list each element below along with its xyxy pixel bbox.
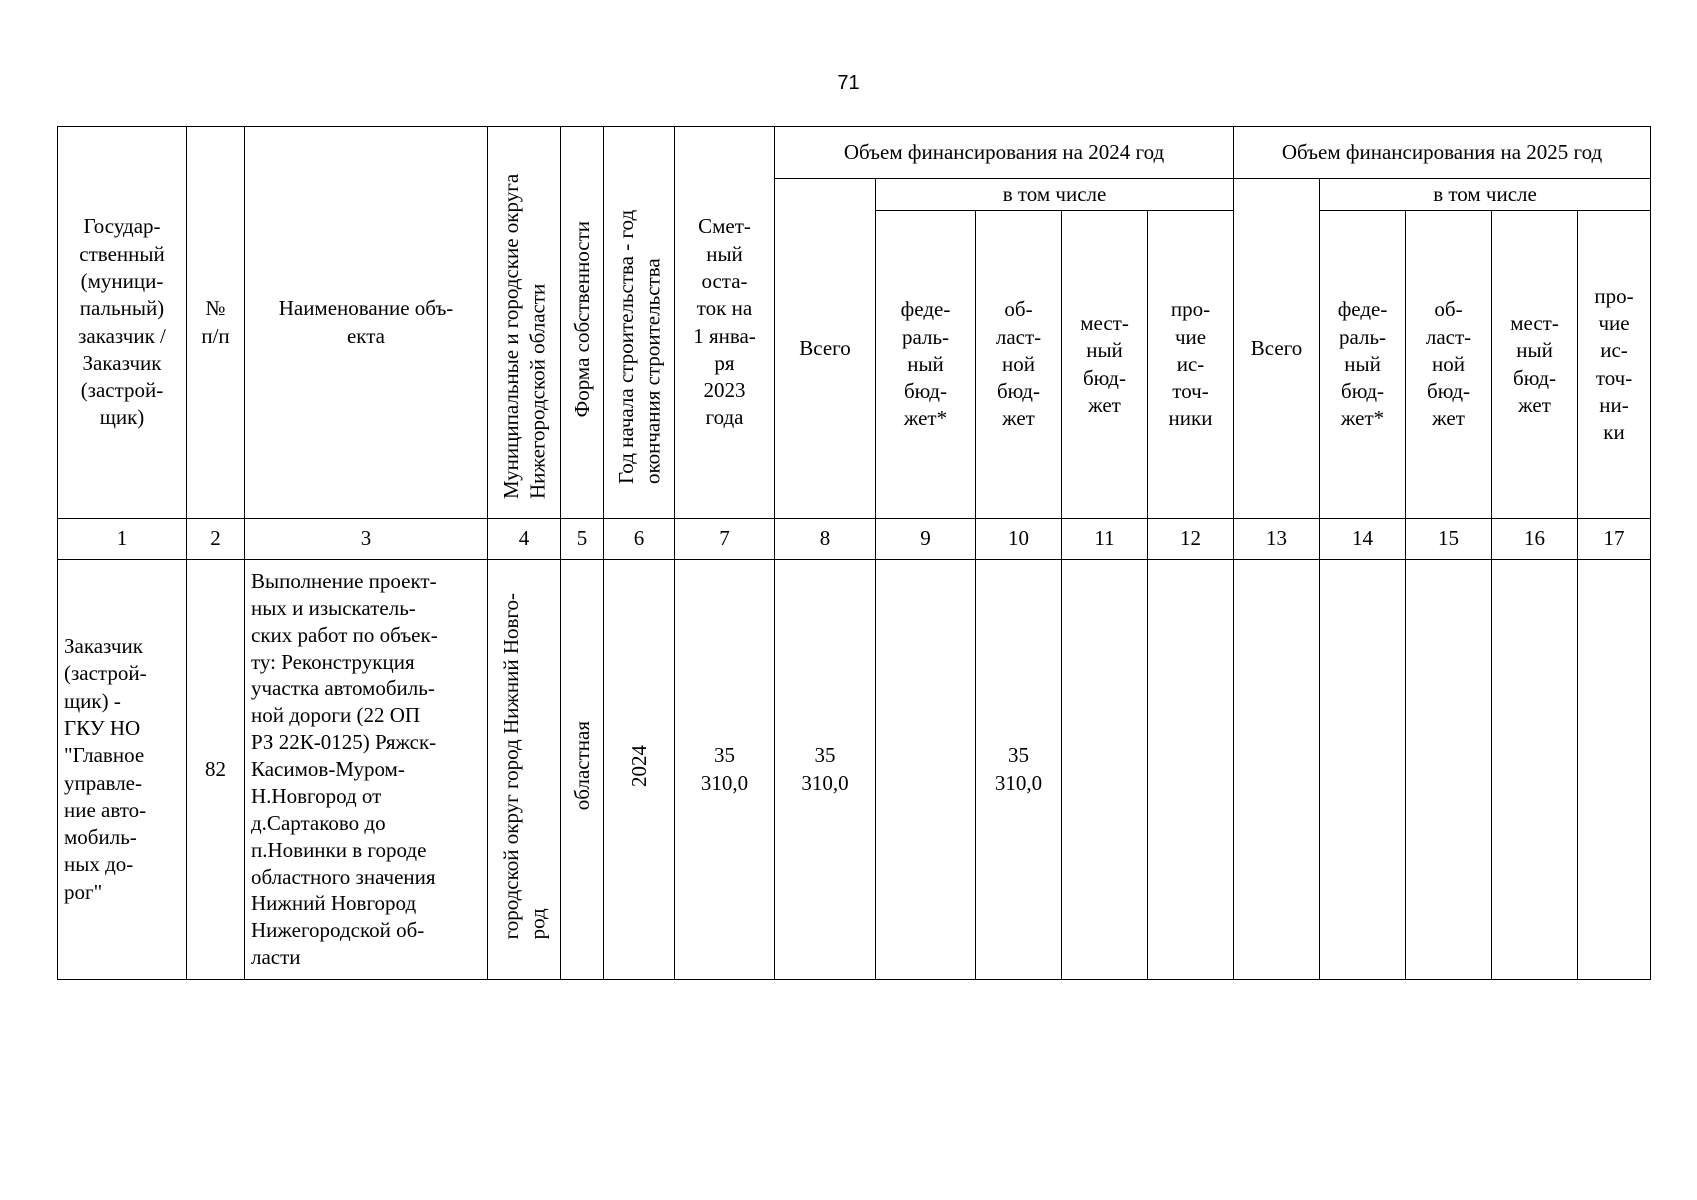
header-number: № п/п [187, 127, 245, 519]
column-number: 13 [1234, 519, 1320, 560]
column-number: 6 [604, 519, 675, 560]
table-row [58, 560, 1651, 980]
cell-regional-2024: 35 310,0 [976, 560, 1062, 980]
column-number: 5 [561, 519, 604, 560]
cell-years-text: 2024 [626, 744, 651, 787]
header-group-2025: Объем финансирования на 2025 год [1234, 127, 1651, 179]
column-number: 14 [1320, 519, 1406, 560]
header-other-2025: про- чие ис- точ- ни- ки [1578, 211, 1651, 519]
cell-total-2024: 35 310,0 [775, 560, 876, 980]
cell-local-2025 [1492, 560, 1578, 980]
column-number: 16 [1492, 519, 1578, 560]
header-regional-2024: об- ласт- ной бюд- жет [976, 211, 1062, 519]
cell-object-name: Выполнение проект- ных и изыскатель- ских работ по объек- ту: Реконструкция участка автомобиль- ной дороги (22 ОП РЗ 22К-0125) Ряжск- Касимов-Муром- Н.Новгород от д.Сартаково до п.Новинки в городе областного значения Нижний Новгород Нижегородской об- ласти [245, 560, 488, 980]
cell-years [604, 560, 675, 980]
financing-table [57, 126, 1651, 980]
column-number: 10 [976, 519, 1062, 560]
header-years [604, 127, 675, 519]
cell-municipality-text: городской округ город Нижний Новго- род [498, 592, 549, 940]
column-number: 4 [488, 519, 561, 560]
cell-ownership [561, 560, 604, 980]
header-federal-2024: феде- раль- ный бюд- жет* [876, 211, 976, 519]
column-number: 9 [876, 519, 976, 560]
column-number: 2 [187, 519, 245, 560]
header-years-text: Год начала строительства - год окончания строительства [613, 209, 664, 484]
cell-total-2025 [1234, 560, 1320, 980]
header-including-2024: в том числе [876, 179, 1234, 211]
header-object-name: Наименование объ- екта [245, 127, 488, 519]
cell-local-2024 [1062, 560, 1148, 980]
column-number: 12 [1148, 519, 1234, 560]
header-other-2024: про- чие ис- точ- ники [1148, 211, 1234, 519]
cell-regional-2025 [1406, 560, 1492, 980]
header-municipality-text: Муниципальные и городские округа Нижегородской области [498, 173, 549, 499]
cell-number: 82 [187, 560, 245, 980]
cell-ownership-text: областная [569, 721, 594, 811]
header-ownership-text: Форма собственности [569, 220, 594, 418]
header-federal-2025: феде- раль- ный бюд- жет* [1320, 211, 1406, 519]
header-local-2025: мест- ный бюд- жет [1492, 211, 1578, 519]
cell-municipality [488, 560, 561, 980]
column-number: 15 [1406, 519, 1492, 560]
cell-federal-2025 [1320, 560, 1406, 980]
header-municipality [488, 127, 561, 519]
cell-other-2024 [1148, 560, 1234, 980]
header-local-2024: мест- ный бюд- жет [1062, 211, 1148, 519]
header-group-2024: Объем финансирования на 2024 год [775, 127, 1234, 179]
header-ownership [561, 127, 604, 519]
cell-estimate: 35 310,0 [675, 560, 775, 980]
header-regional-2025: об- ласт- ной бюд- жет [1406, 211, 1492, 519]
column-number: 1 [58, 519, 187, 560]
column-number: 7 [675, 519, 775, 560]
column-number: 17 [1578, 519, 1651, 560]
header-row-1 [58, 127, 1651, 179]
column-number: 11 [1062, 519, 1148, 560]
cell-federal-2024 [876, 560, 976, 980]
column-number: 8 [775, 519, 876, 560]
column-number-row [58, 519, 1651, 560]
header-estimate: Смет- ный оста- ток на 1 янва- ря 2023 года [675, 127, 775, 519]
cell-customer: Заказчик (застрой- щик) - ГКУ НО "Главное управле- ние авто- мобиль- ных до- рог" [58, 560, 187, 980]
cell-other-2025 [1578, 560, 1651, 980]
header-including-2025: в том числе [1320, 179, 1651, 211]
page-number: 71 [837, 72, 860, 94]
header-customer: Государ- ственный (муници- пальный) заказчик / Заказчик (застрой- щик) [58, 127, 187, 519]
header-total-2025: Всего [1234, 179, 1320, 519]
column-number: 3 [245, 519, 488, 560]
header-total-2024: Всего [775, 179, 876, 519]
